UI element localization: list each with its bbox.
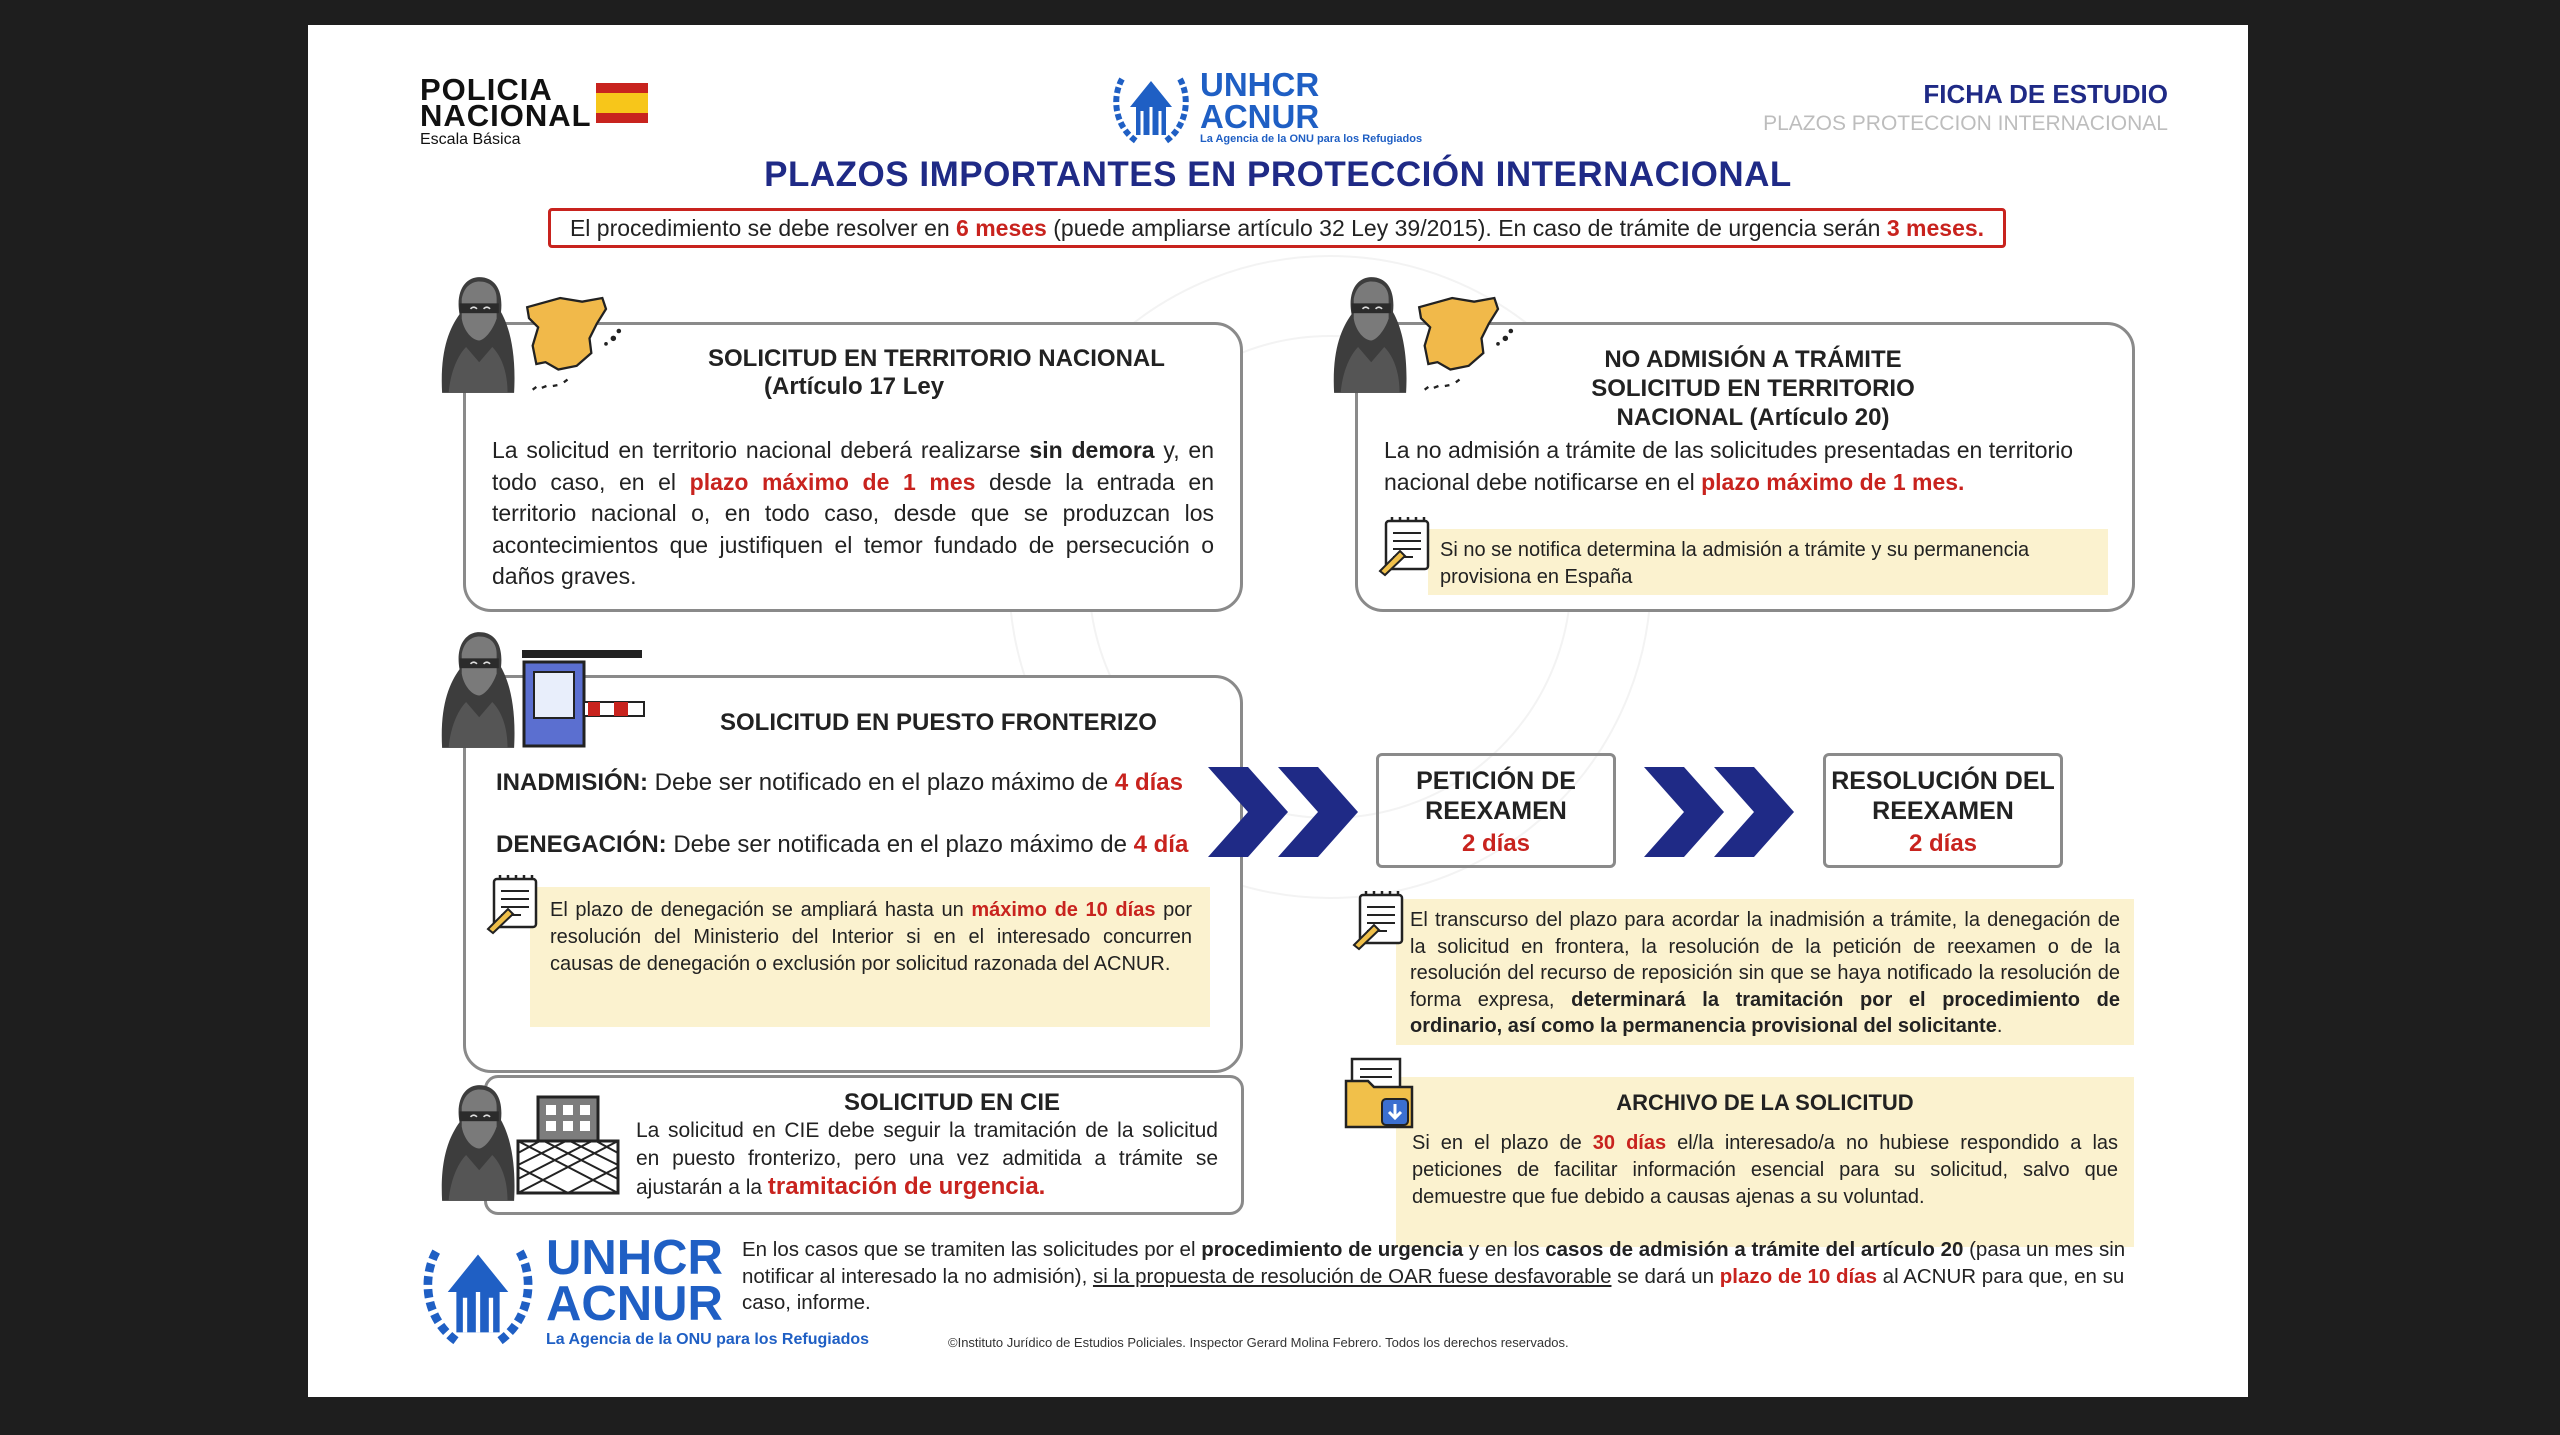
ficha-title: FICHA DE ESTUDIO: [1923, 79, 2168, 109]
territorio-subtitle: (Artículo 17 Ley: [764, 373, 945, 400]
transcurso-text-1: El transcurso del plazo para acordar la inadmisión a trámite, la denegación de la solicitud en frontera, la resolución de la petición de reexamen o de la resolución del recurso de reposición sin que se haya notificado la resolución de forma expresa,: [1410, 909, 2120, 1011]
unhcr-footer-line1: UNHCR: [546, 1231, 723, 1285]
archivo-note: [1396, 1077, 2134, 1247]
ficha-subtitle: PLAZOS PROTECCION INTERNACIONAL: [1763, 112, 2168, 135]
territorio-text-2: y, en todo caso, en el: [492, 437, 1215, 495]
fronterizo-note-maximo: máximo de 10 días: [971, 899, 1156, 921]
cie-urgencia: tramitación de urgencia.: [767, 1173, 1046, 1200]
peticion-reexamen-box: [1376, 753, 1616, 868]
footer-text-5: al ACNUR para que, en su caso, informe.: [742, 1264, 2125, 1314]
spain-flag-icon: [596, 83, 648, 123]
footer-text-1: En los casos que se tramiten las solicitudes por el: [742, 1238, 1202, 1261]
inadmision-row: [496, 769, 1183, 797]
fronterizo-note-text-2: por resolución del Ministerio del Interior si en el interesado concurren causas de denegación o exclusión por solicitud razonada del ACNUR.: [550, 899, 1192, 975]
footer-text-4: se dará un: [1611, 1264, 1720, 1288]
denegacion-value: 4 día: [1133, 831, 1189, 858]
inadmision-text: Debe ser notificado en el plazo máximo de: [648, 769, 1115, 796]
copyright: ©Instituto Jurídico de Estudios Policiales. Inspector Gerard Molina Febrero. Todos los derechos reservados.: [948, 1335, 1569, 1350]
inadmision-label: INADMISIÓN:: [496, 769, 648, 796]
territorio-text-3: desde la entrada en territorio nacional o, en todo caso, desde que se produzcan los acontecimientos que justifiquen el temor fundado de persecución o daños graves.: [492, 468, 1214, 589]
chevron-arrows-icon: [1208, 767, 1368, 857]
cie-body: [636, 1117, 1218, 1202]
denegacion-row: [496, 831, 1188, 859]
territorio-sin-demora: sin demora: [1029, 437, 1155, 463]
denegacion-text: Debe ser notificada en el plazo máximo de: [666, 831, 1134, 858]
police-logo: [420, 72, 648, 149]
resolucion-reexamen-box: [1823, 753, 2063, 868]
detention-center-icon: [516, 1091, 620, 1195]
archive-folder-icon: [1344, 1055, 1416, 1131]
unhcr-footer-line2: ACNUR: [546, 1277, 723, 1331]
cie-text-1: La solicitud en CIE debe seguir la tramitación de la solicitud en puesto fronterizo, pero una vez admitida a trámite se ajustarán a la: [636, 1119, 1218, 1199]
refugee-icon: [1324, 275, 1414, 395]
transcurso-bold: determinará la tramitación por el procedimiento de ordinario, así como la permanencia provisional del solicitante: [1410, 988, 2120, 1037]
fronterizo-note: [530, 887, 1210, 1027]
footer-text-3: (pasa un mes sin notificar al interesado la no admisión),: [742, 1238, 2126, 1288]
peticion-reexamen-title: PETICIÓN DE REEXAMEN: [1416, 767, 1576, 825]
resolucion-reexamen-title: RESOLUCIÓN DEL REEXAMEN: [1831, 767, 2055, 825]
police-logo-line1: POLICIA: [420, 72, 553, 107]
no-admision-plazo: plazo máximo de 1 mes.: [1701, 468, 1965, 495]
no-admision-text-1: La no admisión a trámite de las solicitudes presentadas en territorio nacional debe notificarse en el: [1384, 437, 2074, 495]
notepad-icon: [486, 871, 546, 935]
unhcr-emblem-icon: [1108, 67, 1194, 147]
unhcr-header-line2: ACNUR: [1200, 98, 1320, 135]
banner-text-1: El procedimiento se debe resolver en: [569, 215, 957, 241]
archivo-text-1: Si en el plazo de: [1412, 1132, 1593, 1154]
footer-plazo-10-dias: plazo de 10 días: [1719, 1264, 1877, 1288]
refugee-icon: [432, 1083, 522, 1203]
transcurso-text-2: .: [1996, 1015, 2003, 1037]
denegacion-label: DENEGACIÓN:: [496, 831, 667, 858]
resolution-banner: [548, 208, 2006, 248]
banner-highlight-6-meses: 6 meses: [956, 215, 1047, 241]
footer-articulo-20: casos de admisión a trámite del artículo 20: [1545, 1238, 1964, 1261]
unhcr-header-tagline: La Agencia de la ONU para los Refugiados: [1200, 133, 1423, 145]
territorio-plazo-maximo: plazo máximo de 1 mes: [689, 468, 976, 495]
no-admision-title: NO ADMISIÓN A TRÁMITE SOLICITUD EN TERRITORIO NACIONAL (Artículo 20): [1591, 346, 1915, 431]
archivo-30-dias: 30 días: [1592, 1132, 1667, 1154]
inadmision-value: 4 días: [1114, 769, 1183, 796]
footer-desfavorable: si la propuesta de resolución de OAR fuese desfavorable: [1092, 1264, 1612, 1288]
peticion-reexamen-value: 2 días: [1461, 830, 1531, 857]
police-logo-line2: NACIONAL: [420, 98, 592, 133]
banner-highlight-3-meses: 3 meses.: [1886, 215, 1985, 241]
police-subtitle: Escala Básica: [420, 131, 521, 148]
spain-map-icon: [518, 287, 628, 397]
transcurso-note: [1396, 899, 2134, 1045]
study-sheet: [308, 25, 2248, 1397]
footer-text-2: y en los: [1463, 1238, 1546, 1261]
territorio-text-1: La solicitud en territorio nacional deberá realizarse: [492, 437, 1030, 463]
footer-urgencia: procedimiento de urgencia: [1201, 1238, 1464, 1261]
fronterizo-note-text-1: El plazo de denegación se ampliará hasta un: [550, 899, 972, 921]
resolucion-reexamen-value: 2 días: [1908, 830, 1978, 857]
no-admision-body: [1384, 435, 2106, 498]
unhcr-emblem-icon: [416, 1233, 540, 1351]
refugee-icon: [432, 275, 522, 395]
notepad-icon: [1352, 887, 1412, 951]
unhcr-footer-tagline: La Agencia de la ONU para los Refugiados: [546, 1331, 870, 1348]
territorio-title: SOLICITUD EN TERRITORIO NACIONAL: [708, 345, 1165, 372]
cie-title: SOLICITUD EN CIE: [844, 1089, 1061, 1116]
banner-text-2: (puede ampliarse artículo 32 Ley 39/2015). En caso de trámite de urgencia serán: [1046, 215, 1887, 241]
no-admision-note: Si no se notifica determina la admisión a trámite y su permanencia provisiona en España: [1428, 529, 2108, 595]
chevron-arrows-icon: [1644, 767, 1804, 857]
footer-text: [742, 1237, 2142, 1317]
archivo-title: ARCHIVO DE LA SOLICITUD: [1616, 1090, 1914, 1115]
fronterizo-title: SOLICITUD EN PUESTO FRONTERIZO: [720, 709, 1157, 736]
unhcr-header-line1: UNHCR: [1200, 66, 1320, 103]
unhcr-header-logo: [1108, 67, 1422, 147]
notepad-icon: [1378, 513, 1438, 577]
spain-map-icon: [1410, 287, 1520, 397]
refugee-icon: [432, 630, 522, 750]
border-barrier-icon: [518, 640, 648, 750]
territorio-body: [492, 435, 1214, 593]
ficha-block: [1763, 79, 2168, 136]
archivo-text-2: el/la interesado/a no hubiese respondido a las peticiones de facilitar información esencial para su solicitud, salvo que demuestre que fue debido a causas ajenas a su voluntad.: [1412, 1132, 2119, 1208]
page-title: PLAZOS IMPORTANTES EN PROTECCIÓN INTERNACIONAL: [764, 155, 1792, 194]
